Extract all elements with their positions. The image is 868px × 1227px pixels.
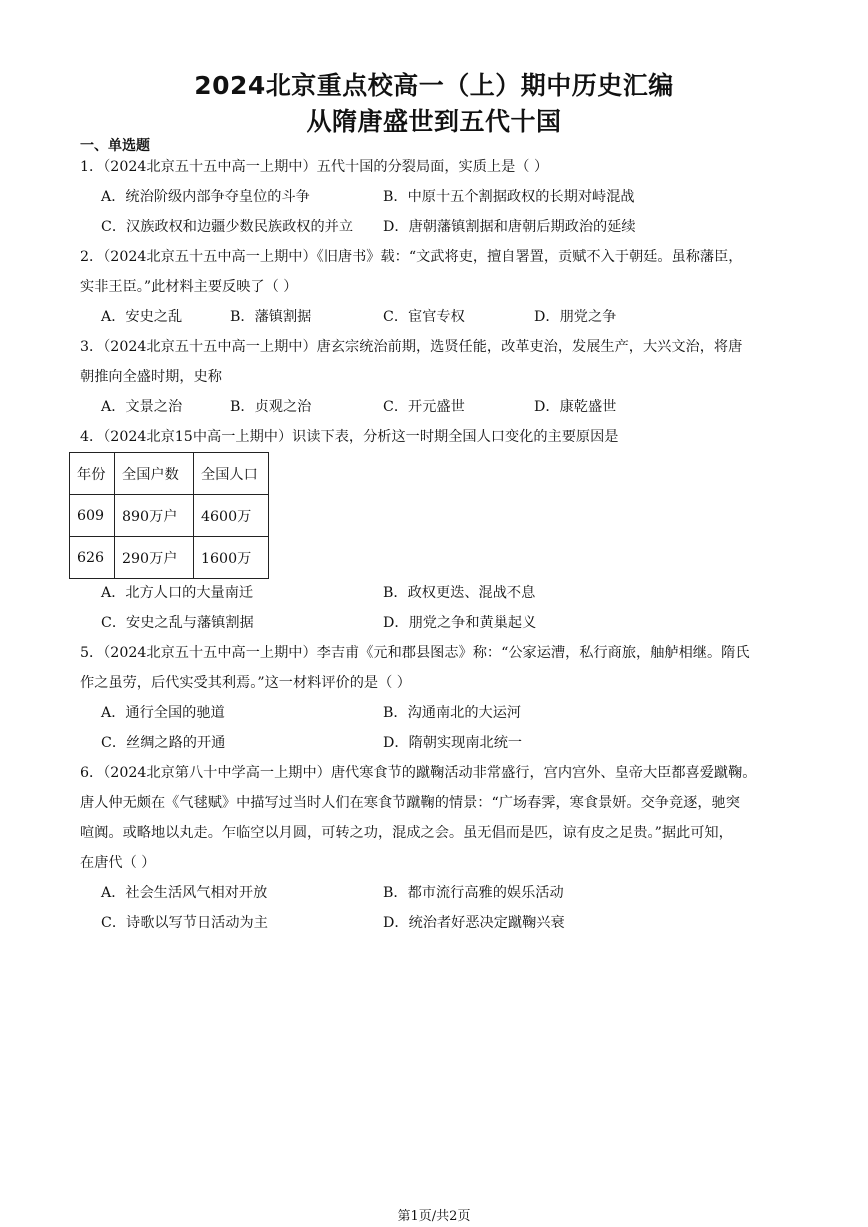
table-header-cell: 年份	[70, 453, 115, 495]
table-cell: 890万户	[115, 495, 194, 537]
table-row	[70, 495, 269, 537]
section-heading: 一、单选题	[80, 138, 150, 154]
population-table	[69, 452, 269, 579]
question-3-option-c: C．开元盛世	[383, 399, 465, 415]
question-5-stem-line-1: 5．（2024北京五十五中高一上期中）李吉甫《元和郡县图志》称：“公家运漕，私行商旅，舳舻相继。隋氏	[80, 645, 750, 661]
question-5-option-d: D．隋朝实现南北统一	[383, 735, 523, 751]
question-4-option-c: C．安史之乱与藩镇割据	[101, 615, 254, 631]
document-subtitle: 从隋唐盛世到五代十国	[306, 107, 562, 136]
table-header-row	[70, 453, 269, 495]
table-cell: 626	[70, 537, 115, 579]
document-title: 2024北京重点校高一（上）期中历史汇编	[194, 71, 674, 100]
question-6-option-c: C．诗歌以写节日活动为主	[101, 915, 268, 931]
question-6-option-d: D．统治者好恶决定蹴鞠兴衰	[383, 915, 565, 931]
question-2-option-c: C．宦官专权	[383, 309, 465, 325]
question-6-option-b: B．都市流行高雅的娱乐活动	[383, 885, 564, 901]
question-3-option-b: B．贞观之治	[230, 399, 312, 415]
question-6-stem-line-4: 在唐代（ ）	[80, 855, 156, 871]
question-6-option-a: A．社会生活风气相对开放	[101, 885, 268, 901]
question-4-option-d: D．朋党之争和黄巢起义	[383, 615, 537, 631]
question-2-option-a: A．安史之乱	[101, 309, 183, 325]
table-header-cell: 全国户数	[115, 453, 194, 495]
question-2-stem-line-1: 2．（2024北京五十五中高一上期中）《旧唐书》载：“文武将吏，擅自署置，贡赋不入于朝廷。虽称藩臣，	[80, 249, 743, 265]
question-6-stem-line-2: 唐人仲无颇在《气毬赋》中描写过当时人们在寒食节蹴鞠的情景：“广场春霁，寒食景妍。交争竞逐，驰突	[80, 795, 740, 811]
question-3-stem-line-1: 3．（2024北京五十五中高一上期中）唐玄宗统治前期，选贤任能，改革吏治，发展生产，大兴文治，将唐	[80, 339, 743, 355]
table-row	[70, 537, 269, 579]
question-3-option-d: D．康乾盛世	[534, 399, 617, 415]
question-5-option-b: B．沟通南北的大运河	[383, 705, 522, 721]
table-cell: 290万户	[115, 537, 194, 579]
question-1-option-a: A．统治阶级内部争夺皇位的斗争	[101, 189, 310, 205]
question-1-option-c: C．汉族政权和边疆少数民族政权的并立	[101, 219, 354, 235]
question-6-stem-line-3: 喧阗。或略地以丸走。乍临空以月圆，可转之功，混成之会。虽无倡而是匹，谅有皮之足贵。”据此可知，	[80, 825, 733, 841]
page-number: 第1页/共2页	[397, 1209, 471, 1224]
question-3-stem-line-2: 朝推向全盛时期，史称	[80, 369, 222, 385]
table-cell: 1600万	[194, 537, 269, 579]
question-1-option-b: B．中原十五个割据政权的长期对峙混战	[383, 189, 635, 205]
table-header-cell: 全国人口	[194, 453, 269, 495]
question-3-option-a: A．文景之治	[101, 399, 183, 415]
question-4-option-b: B．政权更迭、混战不息	[383, 585, 536, 601]
question-2-option-b: B．藩镇割据	[230, 309, 312, 325]
question-5-option-a: A．通行全国的驰道	[101, 705, 225, 721]
question-2-stem-line-2: 实非王臣。”此材料主要反映了（ ）	[80, 279, 298, 295]
question-5-stem-line-2: 作之虽劳，后代实受其利焉。”这一材料评价的是（ ）	[80, 675, 411, 691]
question-1-option-d: D．唐朝藩镇割据和唐朝后期政治的延续	[383, 219, 636, 235]
question-4-option-a: A．北方人口的大量南迁	[101, 585, 254, 601]
table-cell: 609	[70, 495, 115, 537]
question-6-stem-line-1: 6．（2024北京第八十中学高一上期中）唐代寒食节的蹴鞠活动非常盛行，宫内宫外、皇帝大臣都喜爱蹴鞠。	[80, 765, 757, 781]
question-1-stem: 1．（2024北京五十五中高一上期中）五代十国的分裂局面，实质上是（ ）	[80, 159, 549, 175]
question-4-stem: 4．（2024北京15中高一上期中）识读下表，分析这一时期全国人口变化的主要原因是	[80, 429, 619, 445]
table-cell: 4600万	[194, 495, 269, 537]
question-2-option-d: D．朋党之争	[534, 309, 617, 325]
question-5-option-c: C．丝绸之路的开通	[101, 735, 226, 751]
